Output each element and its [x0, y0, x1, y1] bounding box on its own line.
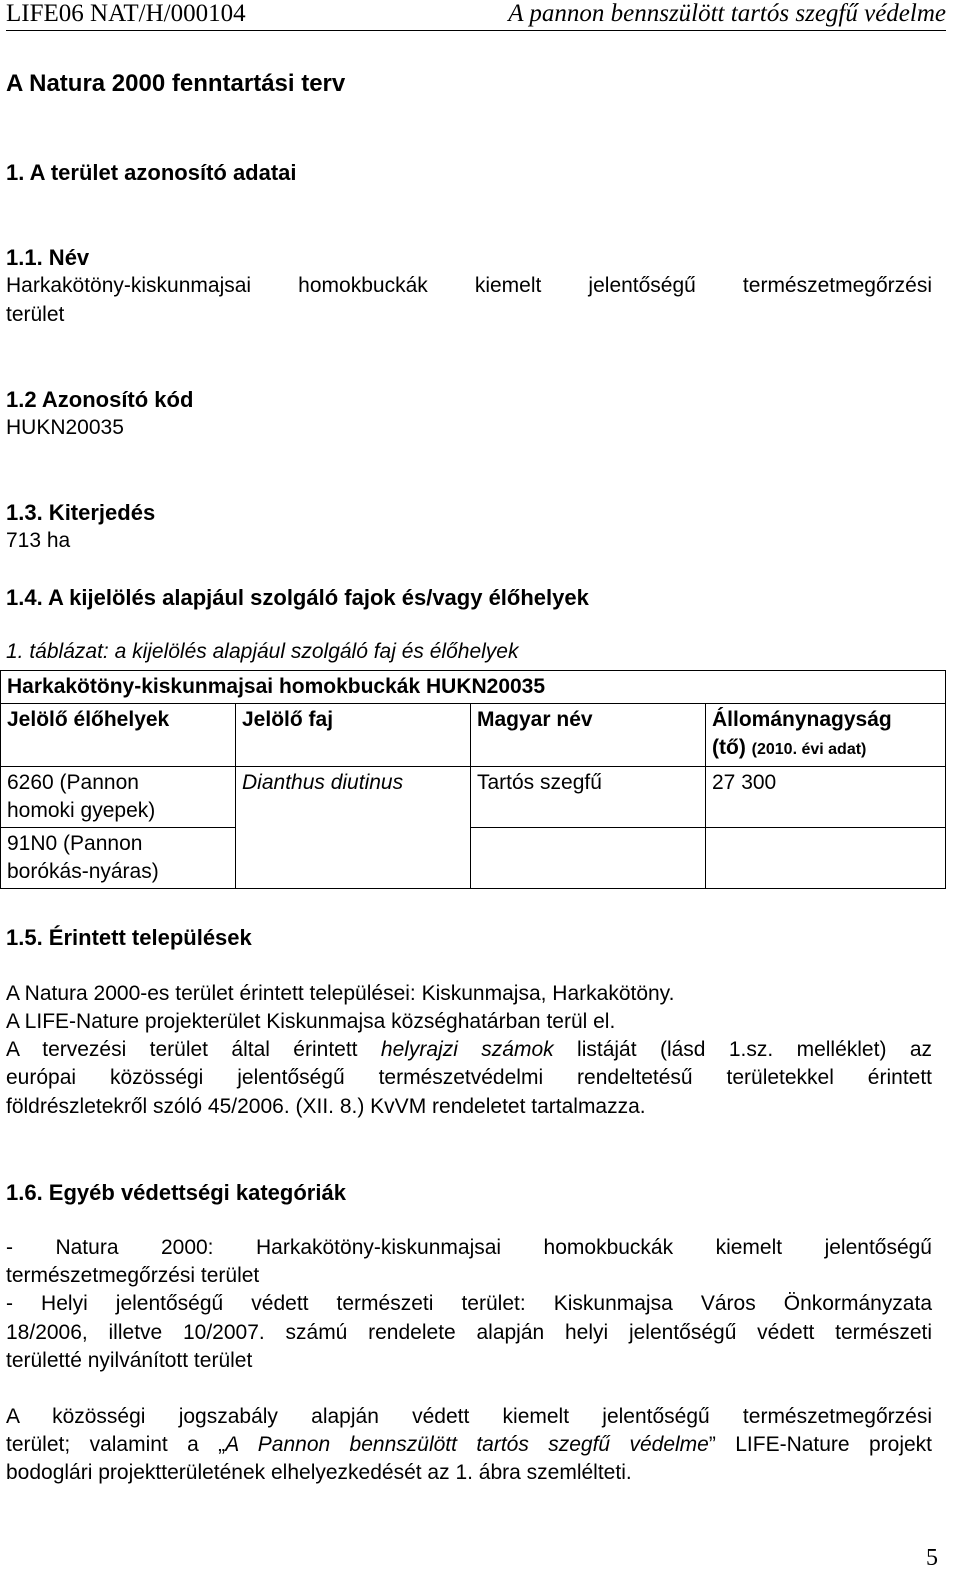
header-cell-hungarian-name: Magyar név — [471, 704, 706, 767]
section-1-5-p3-line1 — [6, 1038, 932, 1062]
cell-habitat — [1, 767, 236, 828]
section-1-3-value: 713 ha — [6, 529, 71, 552]
section-1-6-line4: 18/2006, illetve 10/2007. számú rendelete alapján helyi jelentőségű védett természeti — [6, 1321, 932, 1344]
table-caption: 1. táblázat: a kijelölés alapjául szolgáló faj és élőhelyek — [6, 640, 519, 663]
table-row — [1, 767, 946, 828]
header-cell-population — [706, 704, 946, 767]
cell-population — [706, 828, 946, 889]
habitat-desc-text: homoki gyepek) — [7, 799, 156, 822]
cell-habitat — [1, 828, 236, 889]
cell-species: Dianthus diutinus — [236, 767, 471, 828]
cell-hungarian-name: Tartós szegfű — [471, 767, 706, 828]
section-1-1-name-line1: Harkakötöny-kiskunmajsai homokbuckák kiemelt jelentőségű természetmegőrzési — [6, 274, 932, 297]
section-1-heading: 1. A terület azonosító adatai — [6, 160, 297, 185]
table-header-row — [1, 704, 946, 767]
header-cell-habitats: Jelölő élőhelyek — [1, 704, 236, 767]
p3-text-a: A tervezési terület által érintett — [6, 1038, 381, 1061]
header-population-label: Állománynagyság — [712, 708, 892, 731]
species-habitat-table — [0, 670, 946, 889]
section-1-5-p2: A LIFE-Nature projekterület Kiskunmajsa községhatárban terül el. — [6, 1010, 616, 1033]
header-cell-species: Jelölő faj — [236, 704, 471, 767]
section-1-5-p3-line2: európai közösségi jelentőségű természetvédelmi rendeltetésű területekkel érintett — [6, 1066, 932, 1089]
document-title: A Natura 2000 fenntartási terv — [6, 70, 346, 97]
section-1-5-p3-line3: földrészletekről szóló 45/2006. (XII. 8.) KvVM rendeletet tartalmazza. — [6, 1095, 646, 1118]
header-project-code: LIFE06 NAT/H/000104 — [6, 0, 246, 27]
page-header — [6, 0, 946, 31]
section-1-6-line1: - Natura 2000: Harkakötöny-kiskunmajsai homokbuckák kiemelt jelentőségű — [6, 1236, 932, 1259]
cell-species — [236, 828, 471, 889]
section-1-6-line6: A közösségi jogszabály alapján védett kiemelt jelentőségű természetmegőrzési — [6, 1405, 932, 1428]
section-1-2-heading: 1.2 Azonosító kód — [6, 387, 194, 412]
p3-text-b: listáját (lásd 1.sz. melléklet) az — [553, 1038, 932, 1061]
l7-text-b: ” LIFE-Nature projekt — [708, 1433, 932, 1456]
section-1-6-line2: természetmegőrzési terület — [6, 1264, 260, 1287]
section-1-4-heading: 1.4. A kijelölés alapjául szolgáló fajok és/vagy élőhelyek — [6, 585, 589, 610]
section-1-6-heading: 1.6. Egyéb védettségi kategóriák — [6, 1180, 346, 1205]
table-title-row — [1, 671, 946, 704]
section-1-6-line3: - Helyi jelentőségű védett természeti terület: Kiskunmajsa Város Önkormányzata — [6, 1292, 932, 1315]
cell-population: 27 300 — [706, 767, 946, 828]
section-1-1-heading: 1.1. Név — [6, 245, 90, 270]
header-population-unit: (tő) — [712, 736, 746, 759]
habitat-code-text: 6260 (Pannon — [7, 771, 139, 794]
page-number: 5 — [926, 1545, 938, 1571]
table-title: Harkakötöny-kiskunmajsai homokbuckák HUKN20035 — [1, 671, 946, 704]
header-project-title: A pannon bennszülött tartós szegfű védelme — [508, 0, 946, 27]
section-1-3-heading: 1.3. Kiterjedés — [6, 500, 156, 525]
habitat-desc-text: borókás-nyáras) — [7, 860, 159, 883]
section-1-6-line8: bodoglári projektterületének elhelyezkedését az 1. ábra szemlélteti. — [6, 1461, 632, 1484]
section-1-1-name-line2: terület — [6, 303, 65, 326]
l7-italic-text: A Pannon bennszülött tartós szegfű védelme — [225, 1433, 709, 1456]
section-1-6-line5: területté nyilvánított terület — [6, 1349, 253, 1372]
section-1-5-p1: A Natura 2000-es terület érintett települései: Kiskunmajsa, Harkakötöny. — [6, 982, 675, 1005]
habitat-code-text: 91N0 (Pannon — [7, 832, 143, 855]
l7-text-a: terület; valamint a „ — [6, 1433, 226, 1456]
section-1-2-value: HUKN20035 — [6, 416, 124, 439]
cell-hungarian-name — [471, 828, 706, 889]
section-1-5-heading: 1.5. Érintett települések — [6, 925, 252, 950]
table-row — [1, 828, 946, 889]
p3-italic-text: helyrajzi számok — [380, 1038, 554, 1061]
header-population-year: (2010. évi adat) — [751, 741, 867, 758]
section-1-6-line7 — [6, 1433, 932, 1457]
